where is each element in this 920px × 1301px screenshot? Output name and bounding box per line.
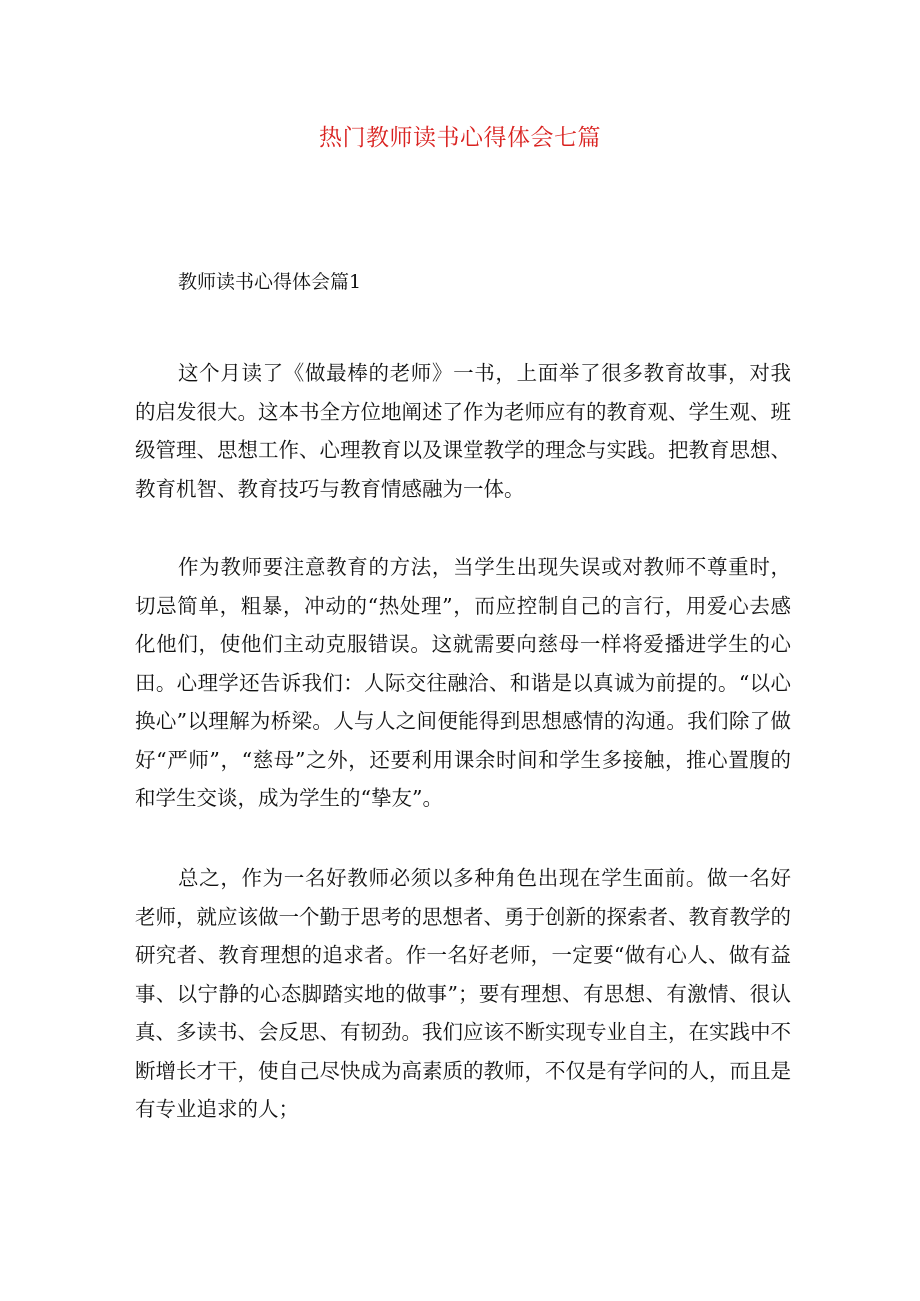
section-heading: 教师读书心得体会篇1 xyxy=(178,271,362,293)
document-title: 热门教师读书心得体会七篇 xyxy=(319,125,601,151)
paragraph-3: 总之，作为一名好教师必须以多种角色出现在学生面前。做一名好老师，就应该做一个勤于思考的思想者、勇于创新的探索者、教育教学的研究者、教育理想的追求者。作一名好老师，一定要“做有心人、做有益事、以宁静的心态脚踏实地的做事”；要有理想、有思想、有激情、很认真、多读书、会反思、有韧劲。我们应该不断实现专业自主，在实践中不断增长才干，使自己尽快成为高素质的教师，不仅是有学问的人，而且是有专业追求的人； xyxy=(135,866,791,1121)
paragraph-2: 作为教师要注意教育的方法，当学生出现失误或对教师不尊重时，切忌简单，粗暴，冲动的“热处理”，而应控制自己的言行，用爱心去感化他们，使他们主动克服错误。这就需要向慈母一样将爱播进学生的心田。心理学还告诉我们：人际交往融洽、和谐是以真诚为前提的。“以心换心”以理解为桥梁。人与人之间便能得到思想感情的沟通。我们除了做好“严师”，“慈母”之外，还要利用课余时间和学生多接触，推心置腹的和学生交谈，成为学生的“挚友”。 xyxy=(135,555,791,810)
paragraph-1: 这个月读了《做最棒的老师》一书，上面举了很多教育故事，对我的启发很大。这本书全方位地阐述了作为老师应有的教育观、学生观、班级管理、思想工作、心理教育以及课堂教学的理念与实践。把教育思想、教育机智、教育技巧与教育情感融为一体。 xyxy=(135,361,791,501)
